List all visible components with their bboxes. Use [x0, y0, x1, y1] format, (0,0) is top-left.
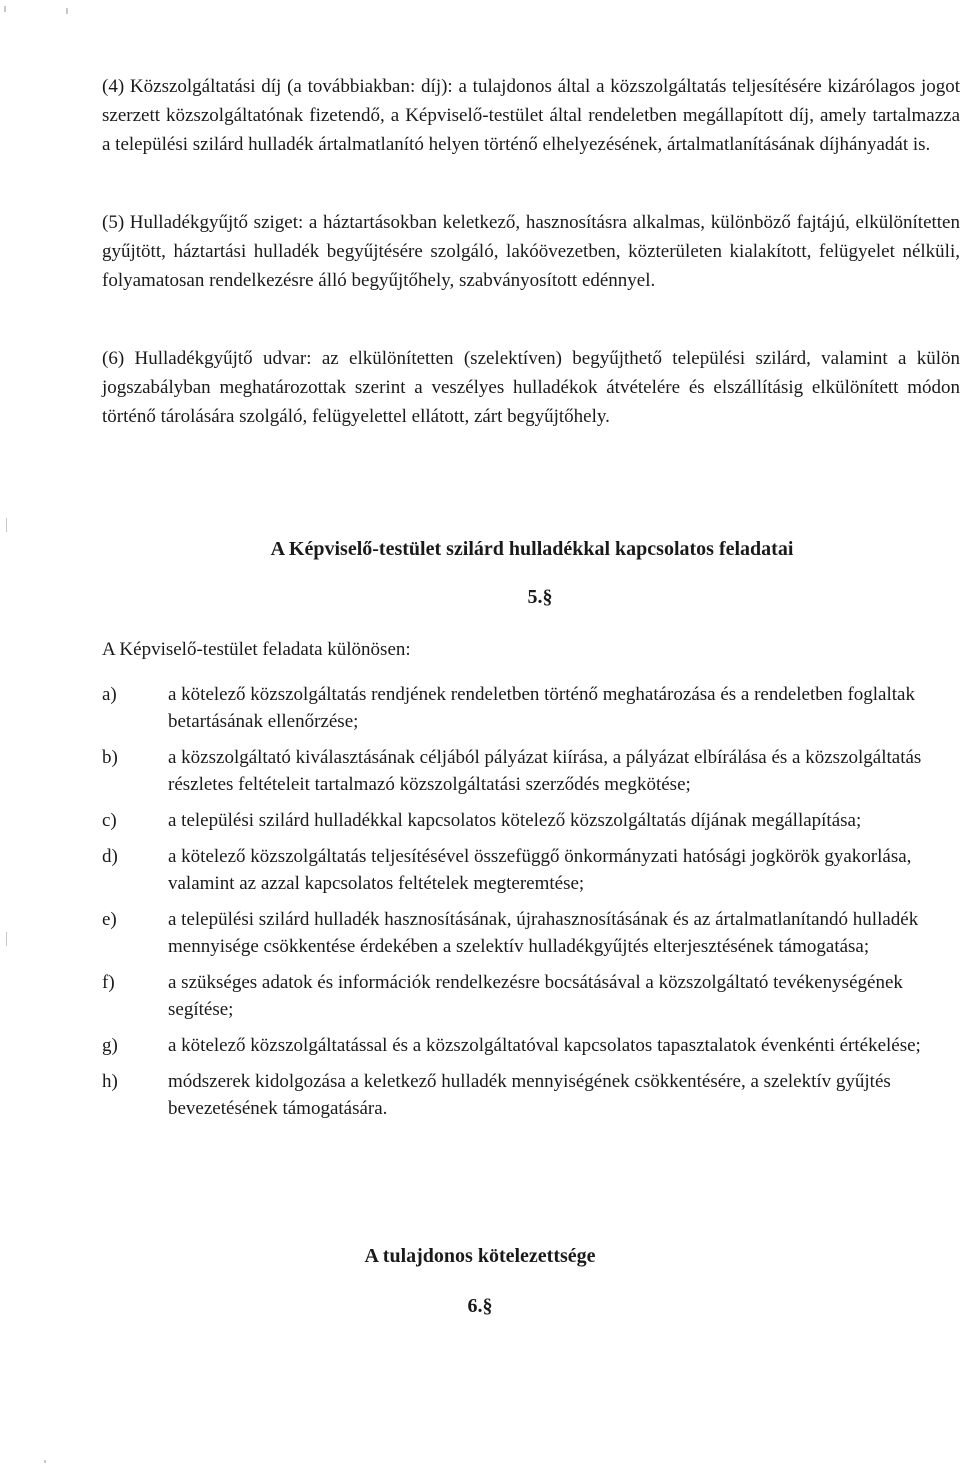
list-letter: e): [102, 909, 117, 930]
list-item-f: [102, 969, 960, 1023]
list-item-h: [102, 1068, 960, 1122]
list-text: a települési szilárd hulladékkal kapcsolatos kötelező közszolgáltatás díjának megállapítása;: [168, 810, 862, 831]
list-item-a: [102, 681, 960, 735]
scan-speck: [6, 932, 7, 946]
list-letter: a): [102, 684, 117, 705]
list-text: a kötelező közszolgáltatás teljesítésével összefüggő önkormányzati hatósági jogkörök gyakorlása, valamint az azzal kapcsolatos feltételek megteremtése;: [168, 846, 912, 894]
list-item-e: [102, 906, 960, 960]
list-letter: d): [102, 846, 118, 867]
list-text: a kötelező közszolgáltatás rendjének rendeletben történő meghatározása és a rendeletben foglaltak betartásának ellenőrzése;: [168, 684, 915, 732]
scan-speck: [66, 8, 68, 14]
section-heading-owner-obligations: A tulajdonos kötelezettsége: [364, 1245, 596, 1267]
section-number-5: 5.§: [527, 586, 553, 608]
section-number-6: 6.§: [467, 1295, 493, 1317]
list-item-g: [102, 1032, 960, 1059]
scan-speck: [6, 518, 7, 532]
paragraph-4: (4) Közszolgáltatási díj (a továbbiakban: díj): a tulajdonos által a közszolgáltatás teljesítésére kizárólagos jogot szerzett közszolgáltatónak fizetendő, a Képviselő-testület által rendeletben megállapított díj, amely tartalmazza a települési szilárd hulladék ártalmatlanító helyen történő elhelyezésének, ártalmatlanításának díjhányadát is.: [102, 76, 960, 155]
paragraph-5: (5) Hulladékgyűjtő sziget: a háztartásokban keletkező, hasznosításra alkalmas, különböző fajtájú, elkülönítetten gyűjtött, háztartási hulladék begyűjtésére szolgáló, lakóövezetben, közterületen kialakított, felügyelet nélküli, folyamatosan rendelkezésre álló begyűjtőhely, szabványosított edénnyel.: [102, 212, 960, 291]
section-heading-tasks: A Képviselő-testület szilárd hulladékkal kapcsolatos feladatai: [270, 538, 794, 560]
section-intro: A Képviselő-testület feladata különösen:: [102, 639, 411, 660]
list-text: módszerek kidolgozása a keletkező hulladék mennyiségének csökkentésére, a szelektív gyűjtés bevezetésének támogatására.: [168, 1071, 891, 1119]
list-letter: b): [102, 747, 118, 768]
list-item-c: [102, 807, 960, 834]
list-item-b: [102, 744, 960, 798]
list-text: a települési szilárd hulladék hasznosításának, újrahasznosításának és az ártalmatlanítandó hulladék mennyisége csökkentése érdekében a szelektív hulladékgyűjtés elterjesztésének támogatása;: [168, 909, 919, 957]
scan-speck: [4, 6, 6, 12]
list-item-d: [102, 843, 960, 897]
list-text: a kötelező közszolgáltatással és a közszolgáltatóval kapcsolatos tapasztalatok évenkénti értékelése;: [168, 1035, 921, 1056]
scan-speck: [44, 1460, 46, 1463]
paragraph-6: (6) Hulladékgyűjtő udvar: az elkülönítetten (szelektíven) begyűjthető települési szilárd, valamint a külön jogszabályban meghatározottak szerint a veszélyes hulladékok átvételére és elszállításig elkülönített módon történő tárolására szolgáló, felügyelettel ellátott, zárt begyűjtőhely.: [102, 348, 960, 427]
task-list: [102, 681, 960, 1131]
list-letter: c): [102, 810, 117, 831]
list-letter: f): [102, 972, 115, 993]
list-letter: h): [102, 1071, 118, 1092]
list-text: a szükséges adatok és információk rendelkezésre bocsátásával a közszolgáltató tevékenységének segítése;: [168, 972, 903, 1020]
list-letter: g): [102, 1035, 118, 1056]
list-text: a közszolgáltató kiválasztásának céljából pályázat kiírása, a pályázat elbírálása és a közszolgáltatás részletes feltételeit tartalmazó közszolgáltatási szerződés megkötése;: [168, 747, 922, 795]
